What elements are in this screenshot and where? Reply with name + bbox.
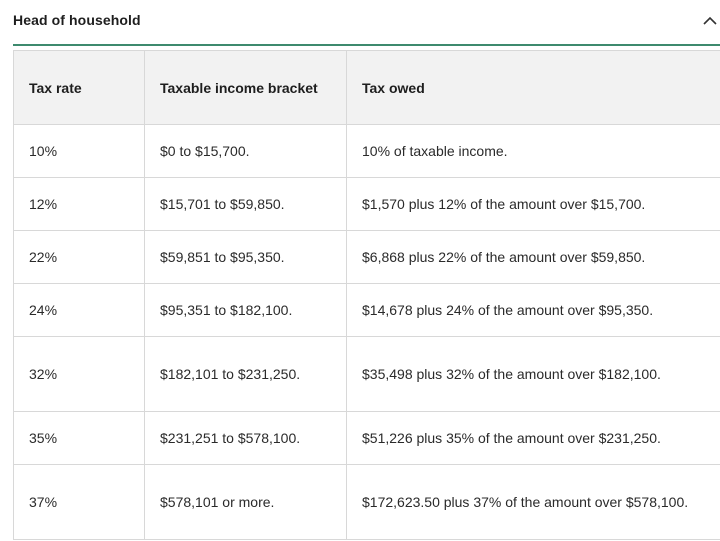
tax-bracket-table <box>13 50 720 540</box>
table-row <box>14 178 720 231</box>
tax-owed-cell: $172,623.50 plus 37% of the amount over $578,100. <box>347 465 720 540</box>
tax-rate-cell: 37% <box>14 465 145 540</box>
table-row <box>14 231 720 284</box>
tax-rate-cell: 32% <box>14 337 145 412</box>
table-header-row <box>14 51 720 125</box>
tax-owed-cell: $14,678 plus 24% of the amount over $95,350. <box>347 284 720 337</box>
tax-rate-cell: 35% <box>14 412 145 465</box>
header-tax-rate: Tax rate <box>14 51 145 125</box>
tax-rate-cell: 10% <box>14 125 145 178</box>
tax-rate-cell: 22% <box>14 231 145 284</box>
table-row <box>14 465 720 540</box>
income-bracket-cell: $578,101 or more. <box>145 465 347 540</box>
table-row <box>14 412 720 465</box>
tax-rate-cell: 24% <box>14 284 145 337</box>
tax-owed-cell: $35,498 plus 32% of the amount over $182,100. <box>347 337 720 412</box>
income-bracket-cell: $182,101 to $231,250. <box>145 337 347 412</box>
section-title: Head of household <box>13 12 141 28</box>
chevron-up-icon[interactable] <box>702 14 718 26</box>
table-row <box>14 337 720 412</box>
tax-owed-cell: $51,226 plus 35% of the amount over $231,250. <box>347 412 720 465</box>
accordion-header[interactable] <box>13 0 720 46</box>
header-income-bracket: Taxable income bracket <box>145 51 347 125</box>
table-row <box>14 284 720 337</box>
income-bracket-cell: $15,701 to $59,850. <box>145 178 347 231</box>
tax-rate-cell: 12% <box>14 178 145 231</box>
header-tax-owed: Tax owed <box>347 51 720 125</box>
table-row <box>14 125 720 178</box>
tax-owed-cell: $6,868 plus 22% of the amount over $59,850. <box>347 231 720 284</box>
income-bracket-cell: $59,851 to $95,350. <box>145 231 347 284</box>
tax-owed-cell: $1,570 plus 12% of the amount over $15,700. <box>347 178 720 231</box>
income-bracket-cell: $95,351 to $182,100. <box>145 284 347 337</box>
table-container <box>13 50 720 541</box>
income-bracket-cell: $0 to $15,700. <box>145 125 347 178</box>
tax-owed-cell: 10% of taxable income. <box>347 125 720 178</box>
income-bracket-cell: $231,251 to $578,100. <box>145 412 347 465</box>
